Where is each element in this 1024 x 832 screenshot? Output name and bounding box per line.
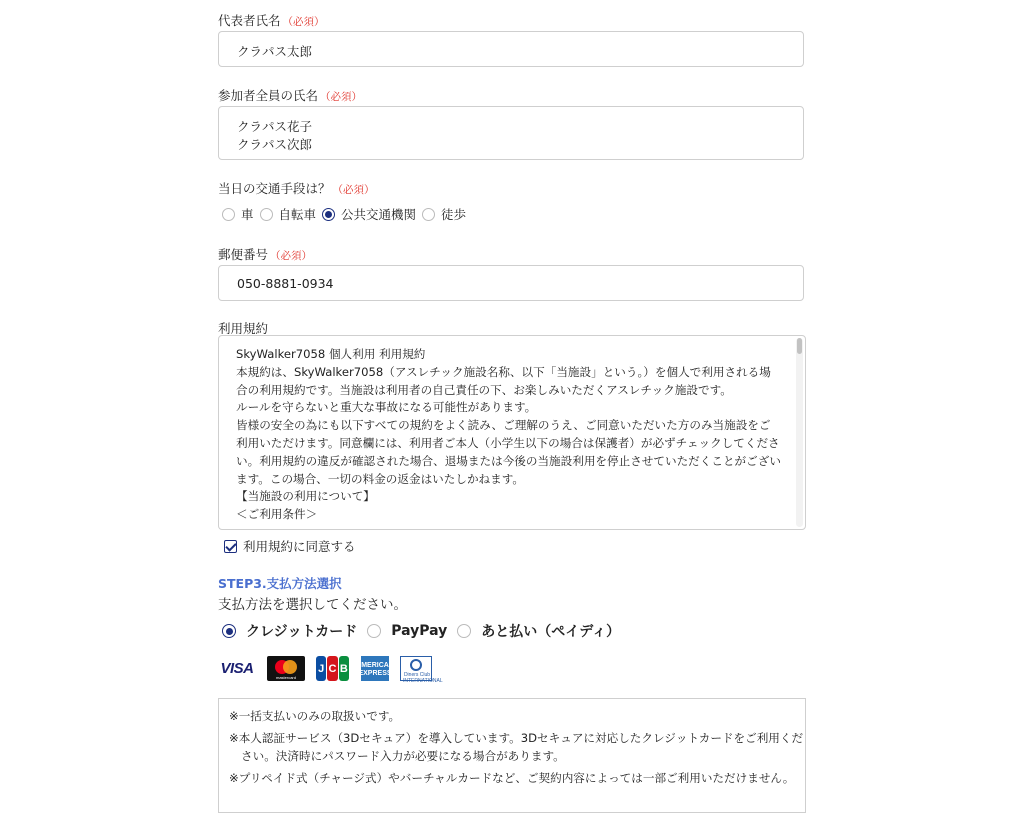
diners-club-logo-icon bbox=[400, 656, 443, 684]
terms-line: SkyWalker7058 個人利用 利用規約 bbox=[236, 347, 426, 361]
amex-logo-icon: AMERICAN EXPRESS bbox=[361, 656, 389, 681]
payment-note: ※一括支払いのみの取扱いです。 bbox=[229, 709, 401, 723]
option-label: クレジットカード bbox=[246, 624, 358, 640]
representative-label bbox=[218, 11, 325, 29]
participants-textarea[interactable] bbox=[218, 106, 804, 160]
mastercard-logo-icon bbox=[267, 656, 305, 681]
payment-notes-box bbox=[218, 698, 806, 813]
postal-label-text: 郵便番号 bbox=[218, 247, 269, 262]
terms-agree-checkbox[interactable] bbox=[224, 540, 237, 553]
terms-agree-checkbox-row[interactable] bbox=[224, 537, 356, 555]
participant-line-1: クラパス花子 bbox=[237, 119, 313, 134]
radio-button-selected[interactable] bbox=[322, 208, 335, 221]
visa-logo-icon: VISA bbox=[220, 660, 254, 677]
participants-label bbox=[218, 86, 362, 104]
diners-text: Diners Club INTERNATIONAL bbox=[403, 672, 443, 684]
jcb-logo-icon bbox=[316, 656, 350, 681]
terms-label: 利用規約 bbox=[218, 321, 269, 336]
payment-option-paidy[interactable] bbox=[457, 621, 620, 641]
radio-button-selected[interactable] bbox=[222, 624, 236, 638]
terms-agree-label: 利用規約に同意する bbox=[243, 539, 356, 554]
transport-option-bicycle[interactable] bbox=[260, 205, 317, 223]
postal-value: 050-8881-0934 bbox=[237, 276, 334, 291]
terms-line: ルールを守らないと重大な事故になる可能性があります。 bbox=[236, 400, 537, 415]
terms-line: 本規約は、SkyWalker7058（アスレチック施設名称、以下「当施設」という。）を個人で利用される場合の利用規約です。当施設は利用者の自己責任の下、お楽しみいただくアスレチック施設です。 bbox=[236, 364, 771, 397]
transport-option-car[interactable] bbox=[222, 205, 254, 223]
payment-note: ※プリペイド式（チャージ式）やバーチャルカードなど、ご契約内容によっては一部ご利用いただけません。 bbox=[229, 771, 795, 785]
diners-circle bbox=[410, 659, 422, 671]
scrollbar-thumb[interactable] bbox=[797, 338, 802, 354]
participants-label-text: 参加者全員の氏名 bbox=[218, 88, 319, 103]
radio-button[interactable] bbox=[457, 624, 471, 638]
option-label: PayPay bbox=[391, 623, 448, 639]
payment-instruction: 支払方法を選択してください。 bbox=[218, 597, 407, 613]
jcb-b: B bbox=[339, 656, 349, 681]
option-label: 自転車 bbox=[278, 207, 317, 222]
terms-textarea[interactable] bbox=[218, 335, 806, 530]
required-mark: （必須） bbox=[282, 16, 325, 28]
postal-label bbox=[218, 245, 312, 263]
radio-button[interactable] bbox=[422, 208, 435, 221]
payment-option-credit-card[interactable] bbox=[222, 621, 357, 641]
required-mark: （必須） bbox=[320, 91, 363, 103]
card-brand-logos bbox=[218, 656, 443, 684]
representative-label-text: 代表者氏名 bbox=[218, 13, 281, 28]
transport-option-walk[interactable] bbox=[422, 205, 466, 223]
step3-title: STEP3.支払方法選択 bbox=[218, 576, 342, 591]
terms-scrollbar[interactable] bbox=[796, 338, 803, 527]
transport-option-public[interactable] bbox=[322, 205, 416, 223]
participant-line-2: クラパス次郎 bbox=[237, 137, 313, 152]
transport-label-text: 当日の交通手段は？ bbox=[218, 181, 331, 196]
terms-line: ＜ご利用条件＞ bbox=[236, 507, 318, 522]
representative-value: クラパス太郎 bbox=[237, 44, 313, 59]
radio-button[interactable] bbox=[222, 208, 235, 221]
required-mark: （必須） bbox=[270, 250, 313, 262]
option-label: 徒歩 bbox=[441, 207, 467, 222]
radio-button[interactable] bbox=[367, 624, 381, 638]
transport-radio-group bbox=[222, 205, 472, 223]
terms-line: 【当施設の利用について】 bbox=[236, 489, 375, 504]
representative-input[interactable] bbox=[218, 31, 804, 67]
mastercard-text: mastercard bbox=[275, 675, 296, 680]
option-label: あと払い（ペイディ） bbox=[481, 624, 621, 640]
terms-text bbox=[236, 346, 781, 524]
terms-line: 皆様の安全の為にも以下すべての規約をよく読み、ご理解のうえ、ご同意いただいた方のみ当施設をご利用いただけます。同意欄には、利用者ご本人（小学生以下の場合は保護者）が必ずチェックしてください。利用規約の違反が確認された場合、退場または今後の当施設利用を停止させていただくことがございます。この場合、一切の料金の返金はいたしかねます。 bbox=[236, 418, 781, 486]
radio-button[interactable] bbox=[260, 208, 273, 221]
jcb-j: J bbox=[316, 656, 326, 681]
payment-radio-group bbox=[222, 621, 630, 641]
option-label: 車 bbox=[241, 207, 254, 222]
payment-option-paypay[interactable] bbox=[367, 623, 447, 639]
payment-note: ※本人認証サービス（3Dセキュア）を導入しています。3Dセキュアに対応したクレジットカードをご利用ください。決済時にパスワード入力が必要になる場合があります。 bbox=[229, 731, 804, 763]
jcb-c: C bbox=[327, 656, 337, 681]
required-mark: （必須） bbox=[332, 184, 375, 196]
postal-input[interactable] bbox=[218, 265, 804, 301]
option-label: 公共交通機関 bbox=[341, 207, 417, 222]
transport-label bbox=[218, 179, 375, 197]
mastercard-orange-circle bbox=[283, 660, 297, 674]
